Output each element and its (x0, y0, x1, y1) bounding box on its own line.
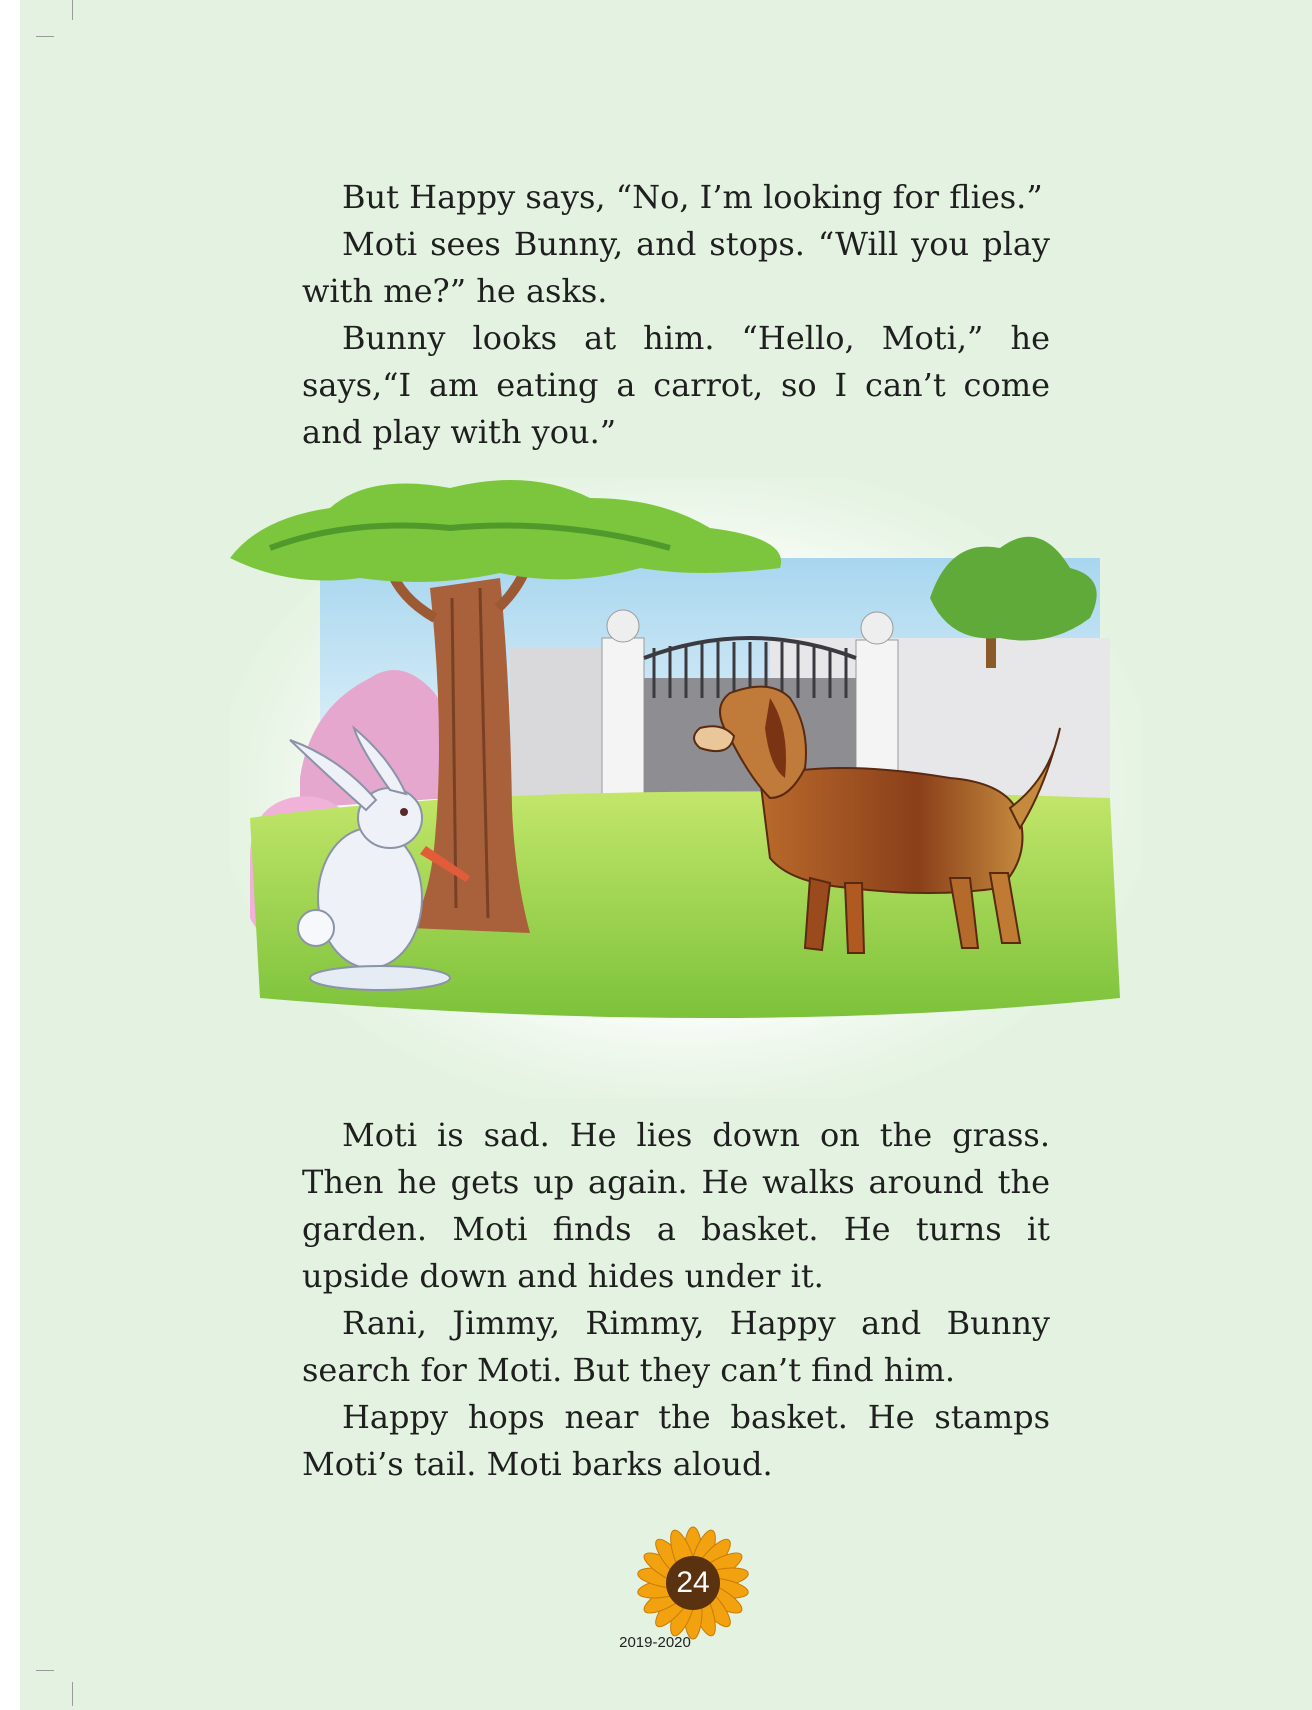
crop-mark-bottom-horizontal (36, 1670, 54, 1671)
paragraph-3: Bunny looks at him. “Hello, Moti,” he says,“I am eating a carrot, so I can’t come and play with you.” (302, 319, 1050, 451)
year-footer: 2019-2020 (619, 1634, 691, 1651)
crop-mark-top-vertical (72, 0, 73, 20)
bottom-text-block (302, 1112, 1050, 1488)
page-number-badge (634, 1524, 752, 1642)
page-number: 24 (676, 1566, 710, 1599)
top-text-block (302, 174, 1050, 456)
crop-mark-top-horizontal (36, 36, 54, 37)
paragraph-5: Rani, Jimmy, Rimmy, Happy and Bunny search for Moti. But they can’t find him. (302, 1304, 1050, 1389)
paragraph-1: But Happy says, “No, I’m looking for flies.” (342, 178, 1043, 216)
gate-pillar-left-ball (607, 610, 639, 642)
paragraph-2: Moti sees Bunny, and stops. “Will you play with me?” he asks. (302, 225, 1050, 310)
gate-pillar-right-ball (861, 612, 893, 644)
gate-pillar-left (602, 638, 644, 813)
paragraph-6: Happy hops near the basket. He stamps Moti’s tail. Moti barks aloud. (302, 1398, 1050, 1483)
garden-illustration (230, 478, 1142, 1098)
paragraph-4: Moti is sad. He lies down on the grass. Then he gets up again. He walks around the garden. Moti finds a basket. He turns it upside down and hides under it. (302, 1116, 1050, 1295)
crop-mark-bottom-vertical (72, 1682, 73, 1706)
